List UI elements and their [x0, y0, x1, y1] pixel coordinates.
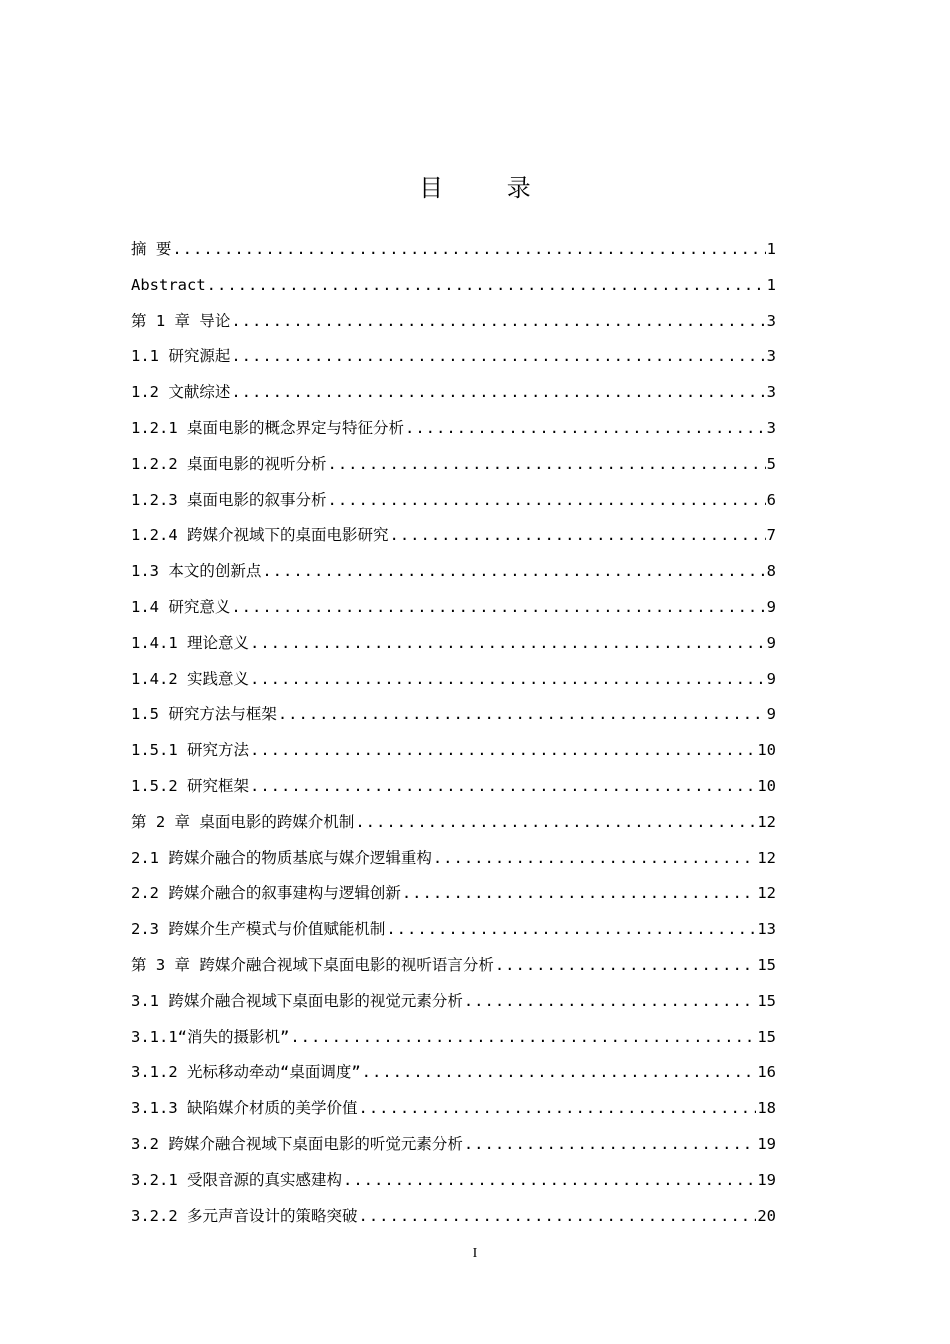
toc-entry-label: 1.4 研究意义 [131, 597, 231, 616]
toc-entry-label: 3.1.3 缺陷媒介材质的美学价值 [131, 1099, 358, 1118]
toc-entry[interactable] [131, 697, 776, 733]
toc-dot-leader [343, 1163, 756, 1199]
toc-entry[interactable] [131, 304, 776, 340]
toc-entry-page: 15 [757, 991, 776, 1010]
toc-entry-label: 1.5.2 研究框架 [131, 776, 249, 795]
toc-entry-page: 9 [766, 669, 776, 688]
toc-entry[interactable] [131, 1199, 776, 1235]
toc-entry-label: 1.2.4 跨媒介视域下的桌面电影研究 [131, 526, 389, 545]
toc-dot-leader [362, 1055, 757, 1091]
toc-entry[interactable] [131, 662, 776, 698]
toc-dot-leader [250, 626, 766, 662]
toc-entry-page: 8 [766, 562, 776, 581]
toc-entry[interactable] [131, 841, 776, 877]
toc-entry-label: 第 3 章 跨媒介融合视域下桌面电影的视听语言分析 [131, 955, 494, 974]
toc-entry[interactable] [131, 733, 776, 769]
toc-entry[interactable] [131, 769, 776, 805]
toc-entry[interactable] [131, 876, 776, 912]
toc-dot-leader [231, 304, 765, 340]
toc-entry[interactable] [131, 626, 776, 662]
page-title: 目 录 [419, 174, 559, 202]
toc-entry[interactable] [131, 518, 776, 554]
toc-entry-page: 16 [757, 1063, 776, 1082]
toc-dot-leader [390, 518, 766, 554]
toc-entry-label: 第 1 章 导论 [131, 311, 231, 330]
toc-entry-page: 10 [757, 776, 776, 795]
toc-entry-label: 1.2.2 桌面电影的视听分析 [131, 454, 327, 473]
toc-entry-page: 18 [757, 1099, 776, 1118]
toc-entry-label: 3.2 跨媒介融合视域下桌面电影的听觉元素分析 [131, 1134, 463, 1153]
toc-entry-label: 第 2 章 桌面电影的跨媒介机制 [131, 812, 355, 831]
toc-entry[interactable] [131, 1020, 776, 1056]
toc-entry-label: 2.3 跨媒介生产模式与价值赋能机制 [131, 920, 386, 939]
toc-dot-leader [433, 841, 756, 877]
toc-entry-page: 9 [766, 597, 776, 616]
toc-entry-label: 1.2.3 桌面电影的叙事分析 [131, 490, 327, 509]
toc-entry-label: 1.5.1 研究方法 [131, 741, 249, 760]
toc-dot-leader [328, 447, 766, 483]
toc-entry-page: 15 [757, 1027, 776, 1046]
toc-dot-leader [207, 268, 766, 304]
toc-dot-leader [405, 411, 766, 447]
toc-entry-page: 12 [757, 848, 776, 867]
toc-entry-label: 3.1 跨媒介融合视域下桌面电影的视觉元素分析 [131, 991, 463, 1010]
toc-entry-label: 1.4.1 理论意义 [131, 633, 249, 652]
toc-entry-label: 1.3 本文的创新点 [131, 562, 262, 581]
toc-dot-leader [359, 1091, 757, 1127]
toc-entry-label: 1.2.1 桌面电影的概念界定与特征分析 [131, 418, 404, 437]
toc-entry-page: 19 [757, 1134, 776, 1153]
toc-entry-label: 2.1 跨媒介融合的物质基底与媒介逻辑重构 [131, 848, 432, 867]
toc-entry-page: 3 [766, 311, 776, 330]
toc-dot-leader [250, 662, 766, 698]
toc-entry[interactable] [131, 1055, 776, 1091]
toc-entry[interactable] [131, 948, 776, 984]
toc-entry[interactable] [131, 590, 776, 626]
toc-dot-leader [328, 483, 766, 519]
toc-dot-leader [231, 375, 765, 411]
toc-entry-page: 13 [757, 920, 776, 939]
toc-dot-leader [278, 697, 766, 733]
toc-entry-page: 7 [766, 526, 776, 545]
toc-entry[interactable] [131, 912, 776, 948]
toc-dot-leader [464, 1127, 756, 1163]
toc-dot-leader [464, 984, 756, 1020]
toc-dot-leader [355, 805, 756, 841]
toc-entry[interactable] [131, 375, 776, 411]
toc-entry[interactable] [131, 1091, 776, 1127]
toc-entry-page: 9 [766, 633, 776, 652]
toc-entry-label: 2.2 跨媒介融合的叙事建构与逻辑创新 [131, 884, 401, 903]
toc-entry-page: 5 [766, 454, 776, 473]
toc-dot-leader [250, 733, 756, 769]
toc-entry-page: 20 [757, 1206, 776, 1225]
toc-entry-page: 6 [766, 490, 776, 509]
toc-dot-leader [386, 912, 756, 948]
toc-entry[interactable] [131, 268, 776, 304]
toc-entry[interactable] [131, 984, 776, 1020]
table-of-contents [131, 232, 776, 1234]
toc-dot-leader [231, 339, 765, 375]
toc-entry[interactable] [131, 483, 776, 519]
toc-entry-label: Abstract [131, 275, 206, 294]
toc-entry-page: 15 [757, 955, 776, 974]
toc-dot-leader [495, 948, 756, 984]
toc-entry-label: 摘 要 [131, 240, 172, 258]
toc-entry-page: 3 [766, 347, 776, 366]
page-number: I [472, 1246, 478, 1261]
toc-entry-page: 12 [757, 884, 776, 903]
toc-entry-page: 19 [757, 1170, 776, 1189]
toc-entry-label: 3.2.2 多元声音设计的策略突破 [131, 1206, 358, 1225]
toc-entry-page: 1 [766, 240, 776, 258]
toc-entry-page: 3 [766, 418, 776, 437]
toc-entry[interactable] [131, 411, 776, 447]
toc-entry-label: 1.1 研究源起 [131, 347, 231, 366]
toc-dot-leader [359, 1199, 757, 1235]
toc-entry-page: 10 [757, 741, 776, 760]
toc-dot-leader [290, 1020, 756, 1056]
toc-entry[interactable] [131, 339, 776, 375]
toc-entry-label: 3.2.1 受限音源的真实感建构 [131, 1170, 342, 1189]
toc-entry[interactable] [131, 554, 776, 590]
toc-entry[interactable] [131, 232, 776, 268]
toc-dot-leader [172, 232, 765, 268]
toc-dot-leader [402, 876, 756, 912]
toc-entry-label: 3.1.2 光标移动牵动“桌面调度” [131, 1063, 361, 1082]
toc-entry-page: 3 [766, 383, 776, 402]
toc-entry[interactable] [131, 1163, 776, 1199]
toc-entry-label: 1.2 文献综述 [131, 383, 231, 402]
toc-entry-page: 1 [766, 275, 776, 294]
toc-dot-leader [262, 554, 765, 590]
toc-entry[interactable] [131, 1127, 776, 1163]
toc-entry-label: 1.4.2 实践意义 [131, 669, 249, 688]
toc-entry[interactable] [131, 805, 776, 841]
toc-entry-label: 1.5 研究方法与框架 [131, 705, 277, 724]
toc-entry[interactable] [131, 447, 776, 483]
toc-dot-leader [250, 769, 756, 805]
toc-entry-label: 3.1.1“消失的摄影机” [131, 1027, 290, 1046]
toc-dot-leader [231, 590, 765, 626]
toc-entry-page: 9 [766, 705, 776, 724]
toc-entry-page: 12 [757, 812, 776, 831]
